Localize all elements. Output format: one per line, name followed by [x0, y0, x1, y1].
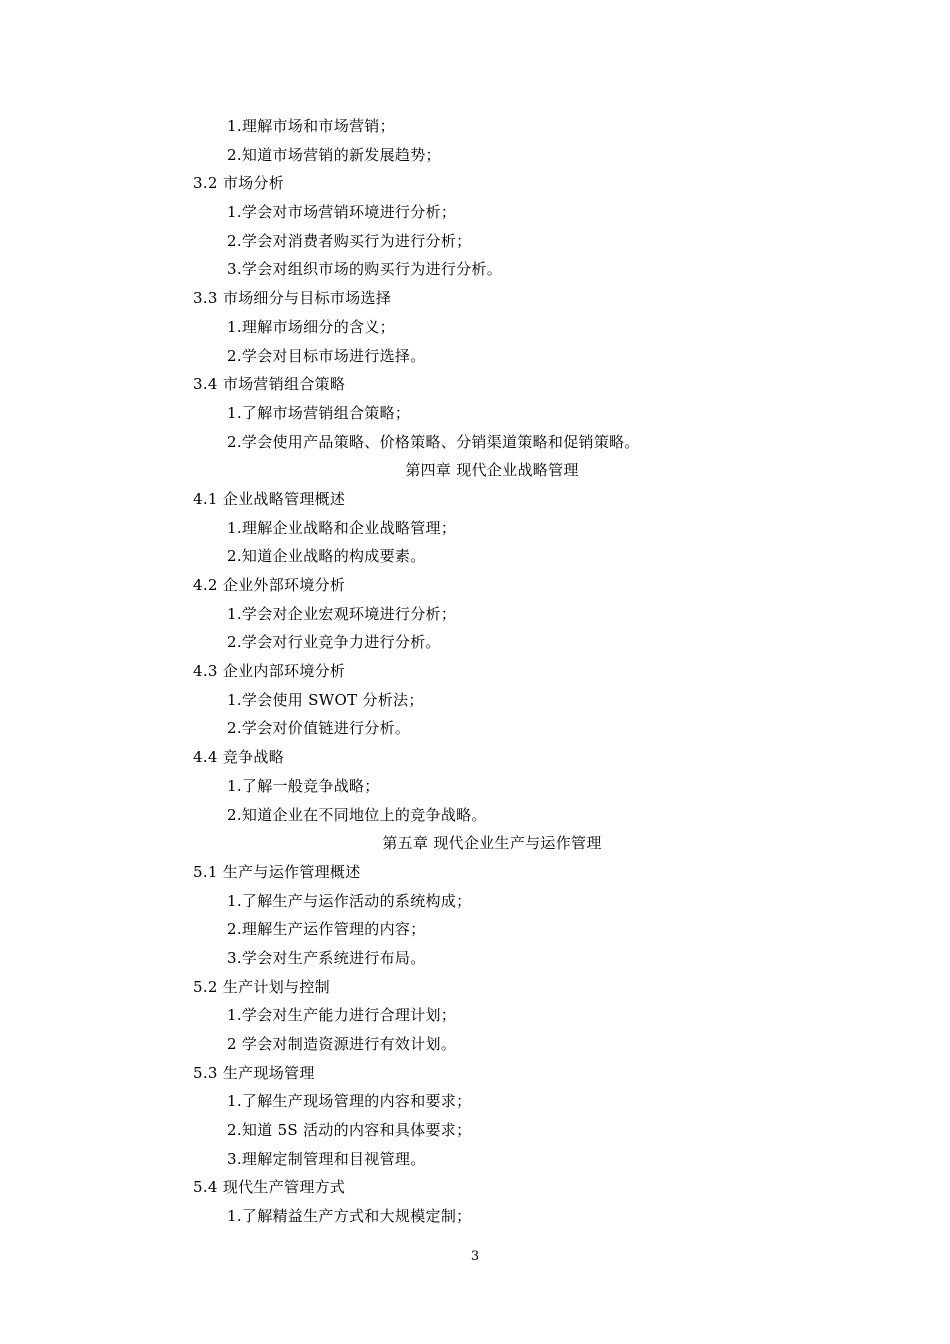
- list-item: 1.了解生产与运作活动的系统构成；: [227, 891, 472, 910]
- chapter-heading: 第五章 现代企业生产与运作管理: [382, 834, 602, 853]
- list-item: 1.理解市场和市场营销；: [227, 117, 395, 135]
- section-heading: 3.4 市场营销组合策略: [193, 375, 346, 394]
- section-heading: 4.1 企业战略管理概述: [193, 489, 346, 508]
- list-item: 2.学会对消费者购买行为进行分析；: [227, 231, 472, 250]
- list-item: 3.学会对生产系统进行布局。: [227, 948, 426, 967]
- section-heading: 5.2 生产计划与控制: [193, 977, 330, 996]
- list-item: 1.理解市场细分的含义；: [227, 317, 395, 336]
- list-item: 2.学会对目标市场进行选择。: [227, 346, 426, 365]
- list-item: 1.了解一般竞争战略；: [227, 776, 380, 795]
- section-heading: 4.2 企业外部环境分析: [193, 576, 346, 594]
- section-heading: 4.3 企业内部环境分析: [193, 662, 346, 681]
- list-item: 2 学会对制造资源进行有效计划。: [227, 1035, 457, 1053]
- list-item: 1.了解精益生产方式和大规模定制；: [227, 1207, 472, 1226]
- list-item: 1.学会对企业宏观环境进行分析；: [227, 604, 457, 623]
- list-item: 2.理解生产运作管理的内容；: [227, 920, 426, 939]
- section-heading: 3.2 市场分析: [193, 174, 285, 193]
- list-item: 1.了解市场营销组合策略；: [227, 403, 411, 422]
- list-item: 2.知道 5S 活动的内容和具体要求；: [227, 1121, 472, 1140]
- list-item: 2.知道市场营销的新发展趋势；: [227, 145, 441, 164]
- list-item: 3.学会对组织市场的购买行为进行分析。: [227, 260, 503, 279]
- list-item: 1.理解企业战略和企业战略管理；: [227, 518, 457, 537]
- list-item: 1.学会对市场营销环境进行分析；: [227, 203, 457, 222]
- section-heading: 5.1 生产与运作管理概述: [193, 862, 361, 881]
- section-heading: 5.4 现代生产管理方式: [193, 1178, 346, 1197]
- list-item: 1.了解生产现场管理的内容和要求；: [227, 1092, 472, 1111]
- chapter-heading: 第四章 现代企业战略管理: [405, 461, 579, 480]
- list-item: 2.学会对价值链进行分析。: [227, 719, 411, 738]
- list-item: 2.学会使用产品策略、价格策略、分销渠道策略和促销策略。: [227, 432, 640, 451]
- list-item: 2.知道企业在不同地位上的竞争战略。: [227, 805, 487, 824]
- list-item: 3.理解定制管理和目视管理。: [227, 1149, 426, 1168]
- section-heading: 4.4 竞争战略: [193, 748, 285, 767]
- document-body: [0, 112, 950, 1231]
- list-item: 1.学会使用 SWOT 分析法；: [227, 690, 424, 709]
- list-item: 2.知道企业战略的构成要素。: [227, 547, 426, 566]
- list-item: 2.学会对行业竞争力进行分析。: [227, 633, 441, 652]
- section-heading: 3.3 市场细分与目标市场选择: [193, 289, 392, 308]
- page-number: 3: [470, 1249, 480, 1264]
- section-heading: 5.3 生产现场管理: [193, 1063, 315, 1082]
- list-item: 1.学会对生产能力进行合理计划；: [227, 1006, 457, 1025]
